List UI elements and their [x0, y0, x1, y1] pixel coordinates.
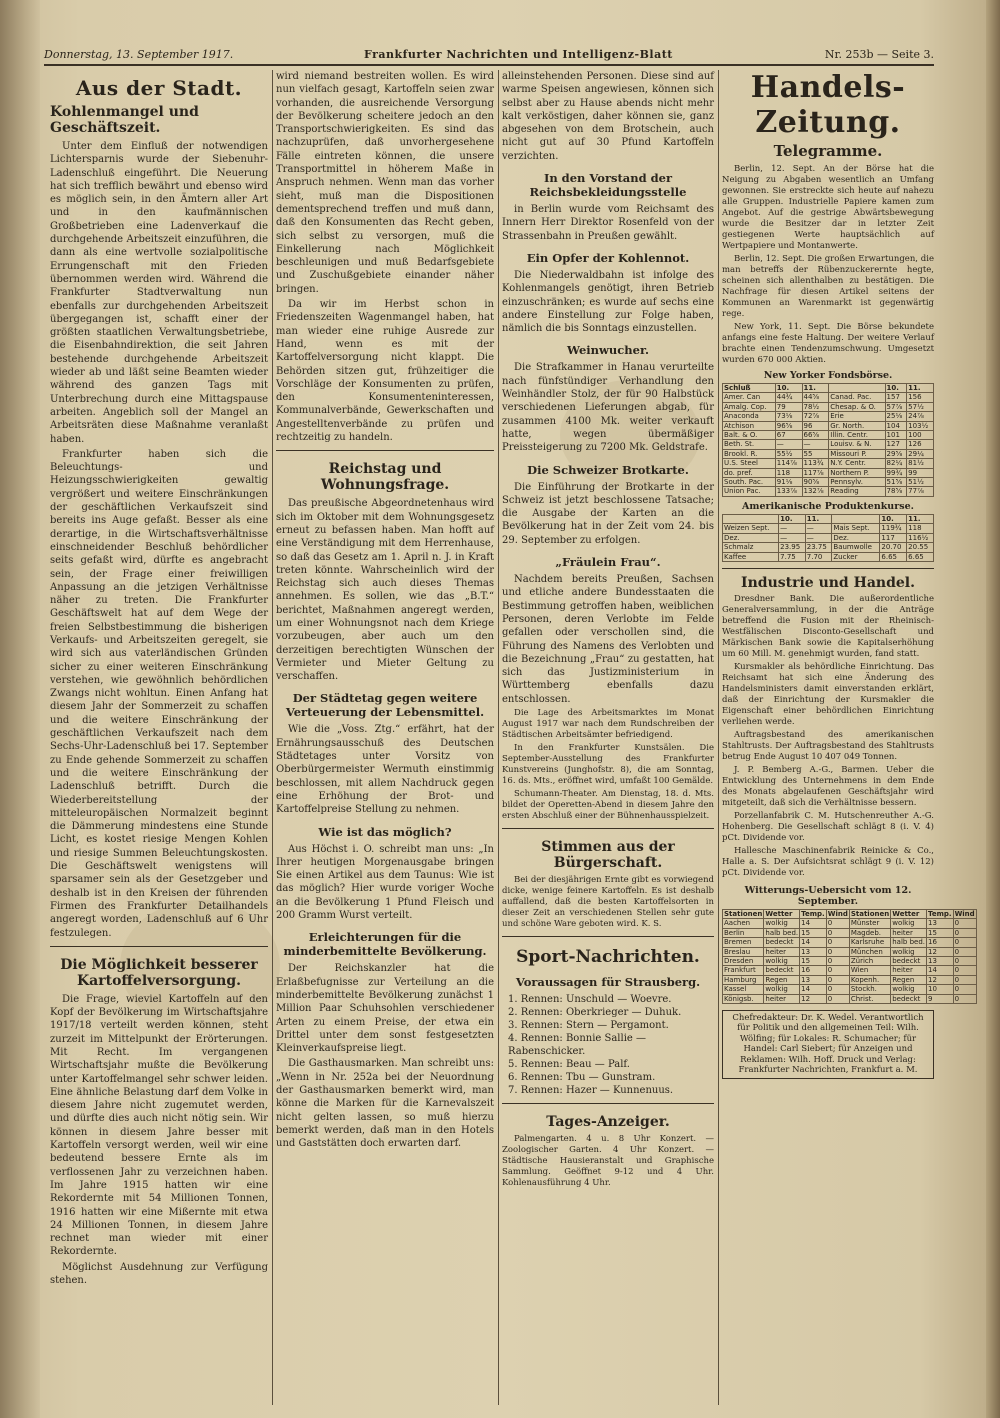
- table-cell: Gr. North.: [829, 421, 885, 430]
- table-cell: 0: [826, 947, 849, 956]
- table-cell: heiter: [891, 928, 927, 937]
- table-cell: 0: [826, 966, 849, 975]
- table-cell: 10.: [775, 384, 802, 393]
- sport-list: [508, 993, 714, 1097]
- table-cell: 10.: [885, 384, 907, 393]
- table-cell: Northern P.: [829, 468, 885, 477]
- table-cell: 90⅝: [802, 478, 829, 487]
- table-cell: heiter: [764, 947, 800, 956]
- article-headline: Ein Opfer der Kohlennot.: [526, 250, 690, 265]
- divider: [502, 828, 714, 829]
- table-cell: 13: [927, 956, 954, 965]
- table-cell: 44⅝: [802, 393, 829, 402]
- table-cell: Dez.: [723, 533, 779, 542]
- table-cell: Kopenh.: [849, 975, 890, 984]
- table-cell: 0: [826, 985, 849, 994]
- article-headline: „Fräulein Frau“.: [555, 555, 661, 570]
- page-right-edge: [986, 0, 1000, 1418]
- column-divider: [272, 70, 273, 1405]
- table-cell: 15: [800, 956, 827, 965]
- divider: [502, 936, 714, 937]
- table-cell: Kaffee: [723, 552, 779, 561]
- table-cell: —: [802, 440, 829, 449]
- article-paragraph: J. P. Bemberg A.-G., Barmen. Ueber die Entwicklung des Unternehmens in dem Ende des Monats abgelaufenen Geschäftsjahr wird mitgeteilt, daß sich die Verhältnisse bessern.: [722, 764, 934, 808]
- table-cell: wolkig: [891, 947, 927, 956]
- table-cell: heiter: [891, 966, 927, 975]
- weather-row: [723, 947, 977, 956]
- table-cell: Union Pac.: [723, 487, 776, 496]
- table-cell: 23.75: [805, 543, 832, 552]
- table-cell: —: [779, 533, 806, 542]
- table-cell: 101: [885, 431, 907, 440]
- table-cell: Münster: [849, 919, 890, 928]
- article-paragraph: Die Lage des Arbeitsmarktes im Monat August 1917 war nach dem Rundschreiben der Städtischen Arbeitsämter befriedigend.: [502, 707, 714, 740]
- list-item: 3. Rennen: Stern — Pergamont.: [508, 1019, 669, 1031]
- column-divider: [498, 70, 499, 1405]
- table-cell: 0: [953, 947, 976, 956]
- table-cell: —: [805, 533, 832, 542]
- table-cell: 118: [907, 524, 934, 533]
- table-cell: wolkig: [764, 956, 800, 965]
- table-cell: 0: [826, 928, 849, 937]
- article-paragraph: Aus Höchst i. O. schreibt man uns: „In Ihrer heutigen Morgenausgabe bringen Sie einen Artikel aus dem Taunus: Wie ist das möglich? Hier wurde voriger Woche an die Bevölkerung 1 Pfund Fleisch und 200 Gramm Wurst verteilt.: [276, 843, 494, 922]
- table-cell: 11.: [802, 384, 829, 393]
- list-item: 5. Rennen: Beau — Palf.: [508, 1058, 630, 1070]
- article-paragraph: Die Frage, wieviel Kartoffeln auf den Kopf der Bevölkerung im Wirtschaftsjahre 1917/18 verteilt werden können, steht zurzeit im Mittelpunkt der Erörterungen. Mit Recht. Im vergangenen Wirtschaftsjahr mußte die Bevölkerung unter Kartoffelmangel sehr schwer leiden. Eine ähnliche Belastung darf dem Volke in diesem Jahre nicht zugemutet werden, und dürfte dies auch nicht nötig sein. Wir können in diesem Jahre besser mit Kartoffeln versorgt werden, weil wir eine bedeutend bessere Ernte als im verflossenen Jahr zu verzeichnen haben. Im Jahre 1915 hatten wir eine Rekordernte mit 54 Millionen Tonnen, 1916 hatten wir eine Mißernte mit etwa 24 Millionen Tonnen, in diesem Jahre rechnet man wieder mit einer Rekordernte.: [50, 993, 268, 1258]
- table-cell: [832, 514, 880, 523]
- table-cell: Atchison: [723, 421, 776, 430]
- table-cell: —: [779, 524, 806, 533]
- table-cell: 6.65: [907, 552, 934, 561]
- weather-row: [723, 956, 977, 965]
- table-cell: 29¼: [907, 449, 934, 458]
- table-cell: 72⅞: [802, 412, 829, 421]
- table-cell: 117⅞: [802, 468, 829, 477]
- table-cell: 10: [927, 985, 954, 994]
- table-cell: Anaconda: [723, 412, 776, 421]
- table-cell: 20.70: [880, 543, 907, 552]
- weather-row: [723, 919, 977, 928]
- table-cell: 91⅛: [775, 478, 802, 487]
- article-paragraph: Auftragsbestand des amerikanischen Stahltrusts. Der Auftragsbestand des Stahltrusts betrug Ende August 10 407 049 Tonnen.: [722, 729, 934, 762]
- table-cell: 13: [800, 947, 827, 956]
- article-headline: Wie ist das möglich?: [318, 824, 452, 839]
- table-cell: bedeckt: [891, 994, 927, 1003]
- table-cell: 103½: [907, 421, 934, 430]
- article-headline: Stimmen aus der Bürgerschaft.: [541, 838, 675, 871]
- table-cell: 67: [775, 431, 802, 440]
- table-cell: 16: [927, 938, 954, 947]
- table-cell: 157: [885, 393, 907, 402]
- table-cell: —: [805, 524, 832, 533]
- fonds-row: [723, 487, 934, 496]
- header-paper-name: Frankfurter Nachrichten und Intelligenz-Blatt: [364, 48, 673, 61]
- article-headline: Reichstag und Wohnungsfrage.: [320, 461, 450, 494]
- table-cell: Schluß: [723, 384, 776, 393]
- table-cell: Reading: [829, 487, 885, 496]
- article-paragraph: Kursmakler als behördliche Einrichtung. Das Reichsamt hat sich eine Änderung des Handelsministers damit einverstanden erklärt, daß der Einrichtung der Kursmakler die Eigenschaft einer behördlichen Einrichtung verliehen werde.: [722, 661, 934, 727]
- table-cell: Breslau: [723, 947, 764, 956]
- table-cell: [829, 384, 885, 393]
- table-cell: 11.: [907, 514, 934, 523]
- article-paragraph: Bei der diesjährigen Ernte gibt es vorwiegend dicke, wenige feinere Kartoffeln. Es ist deshalb auffallend, daß die besten Kartoffelsorten in dieser Zeit an verschiedenen Stellen sehr gute und schöne Ware geboten wird. K. S.: [502, 874, 714, 929]
- table-cell: 16: [800, 966, 827, 975]
- header-issue: Nr. 253b — Seite 3.: [824, 48, 934, 61]
- table-cell: Brookl. R.: [723, 449, 776, 458]
- article-headline: Industrie und Handel.: [741, 574, 915, 591]
- table-cell: Berlin: [723, 928, 764, 937]
- table-cell: heiter: [764, 994, 800, 1003]
- table-cell: 118: [775, 468, 802, 477]
- table-cell: 11.: [907, 384, 934, 393]
- list-item: 1. Rennen: Unschuld — Woevre.: [508, 993, 672, 1005]
- table-cell: 81½: [907, 459, 934, 468]
- fonds-row: [723, 440, 934, 449]
- table-cell: Christ.: [849, 994, 890, 1003]
- header-rule: [44, 64, 934, 66]
- table-cell: Königsb.: [723, 994, 764, 1003]
- column-3: [502, 70, 714, 1405]
- table-cell: 116½: [907, 533, 934, 542]
- table-cell: 0: [953, 919, 976, 928]
- table-cell: 100: [907, 431, 934, 440]
- table-cell: N.Y. Centr.: [829, 459, 885, 468]
- article-paragraph: Das preußische Abgeordnetenhaus wird sich im Oktober mit dem Wohnungsgesetz erneut zu befassen haben. Man hofft auf eine Verständigung mit dem Herrenhause, so daß das Gesetz am 1. April n. J. in Kraft treten könnte. Wahrscheinlich wird der Reichstag sich auch dieses Themas annehmen. Es sollen, wie das „B.T.“ berichtet, Maßnahmen angeregt werden, um einer Wohnungsnot nach dem Kriege vorzubeugen, aber auch um den derzeitigen berechtigten Wünschen der Vermieter und Mieter Geltung zu verschaffen.: [276, 498, 494, 683]
- table-cell: Bremen: [723, 938, 764, 947]
- fonds-row: [723, 412, 934, 421]
- table-cell: Stationen: [850, 909, 890, 918]
- table-cell: Frankfurt: [723, 966, 764, 975]
- table-cell: 14: [800, 919, 827, 928]
- table-cell: 0: [953, 994, 976, 1003]
- produkten-row: [723, 543, 934, 552]
- table-cell: Canad. Pac.: [829, 393, 885, 402]
- table-cell: 0: [826, 956, 849, 965]
- table-cell: 0: [826, 919, 849, 928]
- table-cell: 96: [802, 421, 829, 430]
- adjacent-page-edge: [0, 0, 40, 1418]
- table-cell: 0: [826, 975, 849, 984]
- table-cell: 78½: [802, 402, 829, 411]
- divider: [50, 946, 268, 947]
- article-headline: In den Vorstand der Reichsbekleidungsstelle: [529, 171, 687, 200]
- imprint-box: Chefredakteur: Dr. K. Wedel. Verantwortlich für Politik und den allgemeinen Teil: Wilh. Wölfing; für Lokales: R. Schumacher; für Handel: Carl Siebert; für Anzeigen und Reklamen: Wilh. Hoff. Druck und Verlag: Frankfurter Nachrichten, Frankfurt a. M.: [722, 1010, 934, 1079]
- table-cell: 7.75: [779, 552, 806, 561]
- article-headline: Weinwucher.: [567, 343, 649, 358]
- table-cell: 0: [826, 994, 849, 1003]
- table-cell: 82¼: [885, 459, 907, 468]
- table-cell: 15: [800, 928, 827, 937]
- column-4: [722, 70, 975, 1405]
- table-cell: U.S. Steel: [723, 459, 776, 468]
- table-cell: 57½: [907, 402, 934, 411]
- table-cell: 73⅛: [775, 412, 802, 421]
- list-item: 7. Rennen: Hazer — Kunnenuus.: [508, 1084, 674, 1096]
- table-cell: bedeckt: [764, 938, 800, 947]
- table-cell: wolkig: [764, 985, 800, 994]
- produkten-row: [723, 533, 934, 542]
- article-paragraph: Schumann-Theater. Am Dienstag, 18. d. Mts. bildet der Operetten-Abend in diesem Jahre den ersten Abschluß einer der Bühnenhausspielzeit.: [502, 788, 714, 821]
- divider: [502, 1103, 714, 1104]
- article-paragraph: Porzellanfabrik C. M. Hutschenreuther A.-G. Hohenberg. Die Gesellschaft schlägt 8 (i. V. 4) pCt. Dividende vor.: [722, 810, 934, 843]
- article-paragraph: alleinstehenden Personen. Diese sind auf warme Speisen angewiesen, können sich selbst aber zu Hause abends nicht mehr kalt verköstigen, daher können sie, ganz abgesehen von dem Brotschein, auch nicht gut auf 30 Pfund Kartoffeln verzichten.: [502, 71, 714, 162]
- article-paragraph: Da wir im Herbst schon in Friedenszeiten Wagenmangel haben, hat man wieder eine ruhige Ausrede zur Hand, wenn es mit der Kartoffelversorgung nicht klappt. Die Behörden sitzen gut, frühzeitiger die Vorschläge der Konsumenten zu prüfen, den Konsumenteninteressen, Kommunalverbände, Gewerkschaften und Angestelltenverbände zu prüfen und rechtzeitig zu handeln.: [276, 299, 494, 444]
- table-cell: 0: [953, 928, 976, 937]
- table-cell: 104: [885, 421, 907, 430]
- article-paragraph: Dresdner Bank. Die außerordentliche Generalversammlung, in der die Anträge betreffend die Fusion mit der Rheinisch-Westfälischen Disconto-Gesellschaft und Märkischen Bank sowie die Kapitalserhöhung um 60 Mill. M. genehmigt wurden, fand statt.: [722, 593, 934, 659]
- table-cell: 66⅝: [802, 431, 829, 440]
- list-item: 6. Rennen: Tbu — Gunstram.: [508, 1071, 656, 1083]
- table-title: New Yorker Fondsbörse.: [763, 370, 893, 381]
- table-cell: 14: [800, 938, 827, 947]
- table-cell: Pennsylv.: [829, 478, 885, 487]
- page-header: [44, 44, 934, 66]
- produkten-row: [723, 524, 934, 533]
- table-cell: Schmalz: [723, 543, 779, 552]
- table-cell: [723, 514, 779, 523]
- table-cell: 51½: [907, 478, 934, 487]
- list-item: 4. Rennen: Bonnie Sallie — Rabenschicker.: [508, 1032, 647, 1057]
- table-cell: 78⅝: [885, 487, 907, 496]
- table-cell: wolkig: [764, 919, 800, 928]
- table-cell: 0: [953, 966, 976, 975]
- table-cell: 20.55: [907, 543, 934, 552]
- table-cell: Regen: [764, 975, 800, 984]
- article-paragraph: Wie die „Voss. Ztg.“ erfährt, hat der Ernährungsausschuß des Deutschen Städtetages unter Vorsitz von Oberbürgermeister Wermuth einstimmig beschlossen, mit allem Nachdruck gegen eine Erhöhung der Brot- und Kartoffelpreise Stellung zu nehmen.: [276, 724, 494, 816]
- table-cell: 55½: [775, 449, 802, 458]
- divider: [722, 568, 934, 569]
- table-cell: wolkig: [891, 919, 927, 928]
- table-cell: 77⅞: [907, 487, 934, 496]
- table-title: Witterungs-Uebersicht vom 12. September.: [744, 884, 912, 907]
- table-cell: 10.: [880, 514, 907, 523]
- section-subtitle: Telegramme.: [773, 142, 883, 160]
- table-cell: Stockh.: [849, 985, 890, 994]
- table-cell: Zürich: [849, 956, 890, 965]
- weather-row: [723, 994, 977, 1003]
- table-cell: München: [849, 947, 890, 956]
- table-cell: bedeckt: [764, 966, 800, 975]
- article-headline: Der Städtetag gegen weitere Verteuerung der Lebensmittel.: [285, 691, 485, 720]
- article-paragraph: Unter dem Einfluß der notwendigen Lichtersparnis wurde der Siebenuhr-Ladenschluß eingeführt. Die Neuerung hat sich trefflich bewährt und ebenso wird es möglich sein, in den Ämtern aller Art und in den kaufmännischen Großbetrieben eine Ladenverkauf die durchgehende Arbeitszeit einzuführen, die dann als eine wertvolle sozialpolitische Errungenschaft mit den Frieden übernommen werden wird. Während die Frankfurter Stadtverwaltung nun ebenfalls zur durchgehenden Arbeitszeit übergegangen ist, schafft einer der größten staatlichen Verwaltungsbetriebe, die Eisenbahndirektion, die seit Jahren bestehende durchgehende Arbeitszeit wieder ab und läßt seine Beamten wieder während des ganzen Tags mit Unterbrechung durch eine Mittagspause arbeiten. Angeblich soll der Mangel an Arbeitsräten diese Maßnahme veranlaßt haben.: [50, 141, 268, 445]
- table-cell: Wetter: [891, 909, 927, 918]
- table-cell: 14: [927, 966, 954, 975]
- section-title: Aus der Stadt.: [75, 76, 243, 100]
- produkten-row: [723, 514, 934, 523]
- fonds-row: [723, 459, 934, 468]
- fonds-row: [723, 449, 934, 458]
- table-cell: 133⅞: [775, 487, 802, 496]
- table-cell: 14: [800, 985, 827, 994]
- article-paragraph: Die Strafkammer in Hanau verurteilte nach fünfstündiger Verhandlung den Weinhändler Stolz, der für 90 Halbstück verschiedenen Lieferungen abgab, für zusammen 4100 Mk. weiter verkauft hatte, wegen übermäßiger Preissteigerung zu 7200 Mk. Geldstrafe.: [502, 362, 714, 454]
- header-date: Donnerstag, 13. September 1917.: [44, 48, 234, 61]
- table-cell: 0: [826, 938, 849, 947]
- article-paragraph: Die Niederwaldbahn ist infolge des Kohlenmangels genötigt, ihren Betrieb einzuschränken; es wurde auf sechs eine andere Einstellung zur Folge haben, nämlich die bis Sonntags einzustellen.: [502, 269, 714, 335]
- fonds-row: [723, 421, 934, 430]
- article-paragraph: Hallesche Maschinenfabrik Reinicke & Co., Halle a. S. Der Aufsichtsrat schlägt 9 (i. V. 12) pCt. Dividende vor.: [722, 845, 934, 878]
- table-cell: 25⅛: [885, 412, 907, 421]
- column-2: [276, 70, 494, 1405]
- table-cell: 57⅞: [885, 402, 907, 411]
- table-cell: Stationen: [724, 909, 763, 918]
- table-cell: Weizen Sept.: [723, 524, 779, 533]
- table-cell: 0: [953, 985, 976, 994]
- table-cell: Beth. St.: [723, 440, 776, 449]
- weather-row: [723, 975, 977, 984]
- table-cell: Temp.: [801, 909, 825, 918]
- table-cell: Mais Sept.: [832, 524, 880, 533]
- table-cell: Missouri P.: [829, 449, 885, 458]
- article-paragraph: Berlin, 12. Sept. Die großen Erwartungen, die man betreffs der Rübenzuckerernte hegte, scheinen sich allenthalben zu bestätigen. Die Nachfrage für diesen Artikel seitens der Kommunen an Warenmarkt ist gegenwärtig rege.: [722, 254, 934, 319]
- table-cell: Louisv. & N.: [829, 440, 885, 449]
- table-cell: Baumwolle: [832, 543, 880, 552]
- article-paragraph: In den Frankfurter Kunstsälen. Die September-Ausstellung des Frankfurter Kunstvereins (Junghofstr. 8), die am Sonntag, 16. ds. Mts., eröffnet wird, umfaßt 100 Gemälde.: [502, 742, 714, 786]
- article-paragraph: in Berlin wurde vom Reichsamt des Innern Herr Direktor Rosenfeld von der Strassenbahn in Preußen gewählt.: [502, 204, 714, 242]
- table-cell: South. Pac.: [723, 478, 776, 487]
- table-cell: 114⅞: [775, 459, 802, 468]
- column-1: [50, 70, 268, 1405]
- table-cell: 12: [927, 947, 954, 956]
- sport-title: Sport-Nachrichten.: [516, 946, 700, 967]
- article-paragraph: New York, 11. Sept. Die Börse bekundete anfangs eine feste Haltung. Der weitere Verlauf brachte einen Tendenzumschwung. Umgesetzt wurden 670 000 Aktien.: [722, 322, 934, 365]
- table-cell: Regen: [891, 975, 927, 984]
- table-cell: 0: [953, 938, 976, 947]
- weather-table: [722, 909, 977, 1004]
- table-cell: 99: [907, 468, 934, 477]
- table-cell: Dresden: [723, 956, 764, 965]
- table-cell: halb bed.: [765, 928, 799, 937]
- article-headline: Kohlenmangel und Geschäftszeit.: [50, 104, 199, 136]
- table-cell: Magdeb.: [849, 928, 890, 937]
- table-cell: 9: [927, 994, 954, 1003]
- table-cell: 15: [927, 928, 954, 937]
- table-cell: 29⅝: [885, 449, 907, 458]
- article-paragraph: Nachdem bereits Preußen, Sachsen und etliche andere Bundesstaaten die Bestimmung getroffen haben, weiblichen Personen, deren Verlobte im Felde gefallen oder verschollen sind, die Führung des Namens des Verlobten und die Bezeichnung „Frau“ zu gestatten, hat sich das Justizministerium in Württemberg ebenfalls dazu entschlossen.: [502, 574, 714, 705]
- table-cell: Wien: [849, 966, 890, 975]
- weather-row: [723, 909, 977, 918]
- table-cell: 117: [880, 533, 907, 542]
- table-title: Amerikanische Produktenkurse.: [742, 500, 914, 512]
- table-cell: Amer. Can: [723, 393, 776, 402]
- table-cell: Dez.: [832, 533, 880, 542]
- article-paragraph: Frankfurter haben sich die Beleuchtungs- und Heizungsschwierigkeiten gewaltig vergrößert und weitere Einschränkungen der geschäftlichen Verkaufszeit sind bereits ins Auge gefaßt. Besser als eine derartige, in die Wirtschaftsverhältnisse einschneidender Beschluß behördlicher seits gefaßt wird, dürfte es angebracht sein, der Frage einer freiwilligen Anpassung an die jetzigen Verhältnisse näher zu treten. Die Frankfurter Geschäftswelt hat auf dem Wege der freien Selbstbestimmung die bisherigen Verkaufs- und Arbeitszeiten geregelt, sie wird sich aus vaterländischen Gründen sicher zu einer weiteren Einschränkung verstehen, wie gewöhnlich behördlichen Zwangs nicht wohltun. Einen Anfang hat diesem Jahr der Sommerzeit zu schaffen und die weitere Einschränkung der geschäftlichen Verkaufszeit nach dem Sechs-Uhr-Ladenschluß bei 17. September zu Ende gehende Sommerzeit zu schaffen und die weitere Einschränkung der Ladenschluß betrifft. Durch die Wiederbereitstellung der mitteleuropäischen Normalzeit beginnt die Dämmerung mindestens eine Stunde Licht, es kostet riesige Mengen Kohlen und riesige Summen Beleuchtungskosten. Die Geschäftswelt wenigstens will sparsamer sein als der Gesetzgeber und deshalb ist in den Kreisen der führenden Firmen des Frankfurter Detailhandels angeregt worden, Ladenschluß auf 6 Uhr festzulegen.: [50, 448, 268, 939]
- table-cell: 6.65: [880, 552, 907, 561]
- weather-row: [723, 985, 977, 994]
- article-paragraph: Die Gasthausmarken. Man schreibt uns: „Wenn in Nr. 252a bei der Neuordnung der Gasthausmarken bemerkt wird, man könne die Marken für die Karnevalszeit nicht gelten lassen, so muß hierzu bemerkt werden, daß man in den Hotels und Gaststätten doch erwarten darf.: [276, 1058, 494, 1150]
- article-paragraph: Der Reichskanzler hat die Erlaßbefugnisse zur Verteilung an die minderbemittelte Bevölkerung zunächst 1 Million Paar Schuhsohlen verschiedener Arten zu einem Preise, der etwa ein Drittel unter dem sonst festgesetzten Kleinverkaufspreise liegt.: [276, 963, 494, 1055]
- table-cell: Chesap. & O.: [829, 402, 885, 411]
- table-cell: Amalg. Cop.: [723, 402, 776, 411]
- article-paragraph: Berlin, 12. Sept. An der Börse hat die Neigung zu Abgaben wesentlich an Umfang gewonnen. Sie erstreckte sich heute auf nahezu alle Gruppen. Industrielle Papiere kamen zum Angebot. Auf die gestrige Abwärtsbewegung wurde die Besitzer dar in letzter Zeit gestiegenen Werte hauptsächlich auf Wertpapiere und Montanwerte.: [722, 164, 934, 251]
- table-cell: 0: [953, 956, 976, 965]
- table-cell: Illin. Centr.: [829, 431, 885, 440]
- table-cell: 13: [800, 975, 827, 984]
- table-cell: wolkig: [891, 985, 927, 994]
- fonds-row: [723, 478, 934, 487]
- table-cell: halb bed.: [892, 938, 925, 947]
- fonds-row: [723, 402, 934, 411]
- table-cell: do. pref.: [723, 468, 776, 477]
- column-divider: [718, 70, 719, 1405]
- table-cell: 96⅝: [775, 421, 802, 430]
- article-paragraph: wird niemand bestreiten wollen. Es wird nun vielfach gesagt, Kartoffeln seien zwar vorhanden, die ausreichende Versorgung der Bevölkerung scheitere jedoch an den Transportschwierigkeiten. Es sind das nachzuprüfen, daß unvorhergesehene Fälle eintreten können, die unsere Transportmittel in höherem Maße in Anspruch nehmen. Wenn man das vorher sieht, muß man die Dispositionen dementsprechend treffen und muß dann, daß den Konsumenten das Recht geben, sich selbst zu versorgen, muß die Einkellerung nach Möglichkeit beschleunigen und muß Bedarfsgebiete und Zuschußgebiete einander näher bringen.: [276, 71, 494, 295]
- table-cell: 113¾: [802, 459, 829, 468]
- sport-subtitle: Voraussagen für Strausberg.: [515, 974, 701, 989]
- article-headline: Erleichterungen für die minderbemittelte Bevölkerung.: [283, 930, 487, 959]
- table-cell: 156: [907, 393, 934, 402]
- table-cell: Balt. & O.: [723, 431, 776, 440]
- table-cell: 132⅞: [802, 487, 829, 496]
- table-cell: bedeckt: [891, 956, 927, 965]
- table-cell: 11.: [805, 514, 832, 523]
- table-cell: 23.95: [779, 543, 806, 552]
- table-cell: 55: [802, 449, 829, 458]
- table-cell: 10.: [779, 514, 806, 523]
- table-cell: Kassel: [723, 985, 764, 994]
- table-cell: Erie: [829, 412, 885, 421]
- table-cell: Wind: [954, 909, 975, 918]
- article-headline: Die Möglichkeit besserer Kartoffelversorgung.: [60, 956, 258, 989]
- table-cell: 79: [775, 402, 802, 411]
- table-cell: —: [775, 440, 802, 449]
- section-title: Handels-Zeitung.: [750, 70, 906, 140]
- table-cell: 12: [800, 994, 827, 1003]
- table-cell: 13: [927, 919, 954, 928]
- table-cell: 7.70: [805, 552, 832, 561]
- table-cell: 126: [907, 440, 934, 449]
- fonds-row: [723, 431, 934, 440]
- table-cell: 99¾: [885, 468, 907, 477]
- divider: [276, 450, 494, 451]
- table-cell: Temp.: [928, 909, 952, 918]
- article-headline: Die Schweizer Brotkarte.: [527, 462, 689, 477]
- table-cell: 51⅝: [885, 478, 907, 487]
- fonds-row: [723, 393, 934, 402]
- table-cell: 12: [927, 975, 954, 984]
- table-cell: 127: [885, 440, 907, 449]
- article-footer-line: Möglichst Ausdehnung zur Verfügung stehen.: [50, 1261, 268, 1287]
- table-cell: Karlsruhe: [849, 938, 890, 947]
- weather-row: [723, 938, 977, 947]
- fonds-row: [723, 384, 934, 393]
- article-paragraph: Palmengarten. 4 u. 8 Uhr Konzert. — Zoologischer Garten. 4 Uhr Konzert. — Städtische Hausieranstalt und Graphische Sammlung. Geöffnet 9-12 und 4 Uhr. Kohlenausführung 4 Uhr.: [502, 1133, 714, 1188]
- table-cell: Hamburg: [723, 975, 764, 984]
- table-cell: Wetter: [764, 909, 800, 918]
- table-cell: 119¾: [880, 524, 907, 533]
- weather-row: [723, 928, 977, 937]
- table-cell: Wind: [827, 909, 848, 918]
- weather-row: [723, 966, 977, 975]
- list-item: 2. Rennen: Oberkrieger — Duhuk.: [508, 1006, 682, 1018]
- article-paragraph: Die Einführung der Brotkarte in der Schweiz ist jetzt beschlossene Tatsache; die Ausgabe der Karten an die Bevölkerung hat in der Zeit vom 24. bis 29. September zu erfolgen.: [502, 481, 714, 546]
- table-cell: Aachen: [723, 919, 764, 928]
- produkten-table: [722, 514, 934, 562]
- table-cell: 44¾: [775, 393, 802, 402]
- table-cell: 0: [953, 975, 976, 984]
- tages-title: Tages-Anzeiger.: [546, 1113, 670, 1130]
- table-cell: Zucker: [832, 552, 880, 561]
- produkten-row: [723, 552, 934, 561]
- fonds-row: [723, 468, 934, 477]
- table-cell: 24⅞: [907, 412, 934, 421]
- fonds-table: [722, 383, 934, 497]
